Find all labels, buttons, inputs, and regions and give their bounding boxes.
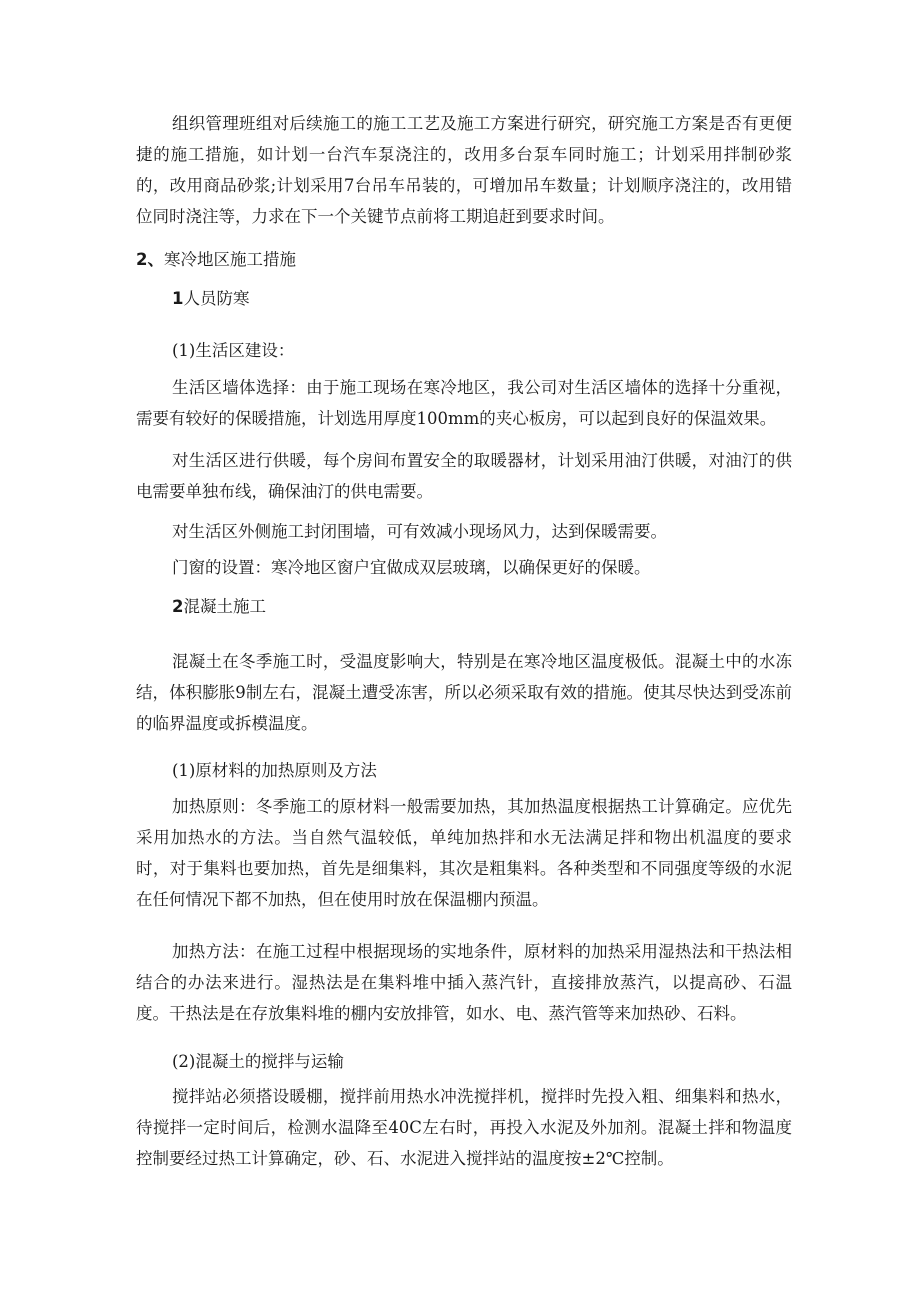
section-title: 寒冷地区施工措施 [163, 250, 296, 269]
paragraph-concrete-intro: 混凝土在冬季施工时，受温度影响大，特别是在寒冷地区温度极低。混凝土中的水冻结，体积膨胀9制左右，混凝土遭受冻害，所以必须采取有效的措施。使其尽快达到受冻前的临界温度或拆模温度。 [136, 652, 792, 733]
paragraph-heating: 对生活区进行供暖，每个房间布置安全的取暖器材，计划采用油汀供暖，对油汀的供电需要单独布线，确保油汀的供电需要。 [136, 451, 792, 501]
item-heading-living-area: (1)生活区建设： [172, 341, 295, 360]
paragraph-mixing-station: 搅拌站必须搭设暖棚，搅拌前用热水冲洗搅拌机，搅拌时先投入粗、细集料和热水，待搅拌一定时间后，检测水温降至40C左右时，再投入水泥及外加剂。混凝土拌和物温度控制要经过热工计算确定，砂、石、水泥进入搅拌站的温度按±2℃控制。 [136, 1087, 792, 1168]
paragraph-fence: 对生活区外侧施工封闭围墙，可有效减小现场风力，达到保暖需要。 [172, 522, 667, 541]
item-heading-mixing-transport: (2)混凝土的搅拌与运输 [172, 1052, 344, 1071]
subsection-number: 2 [172, 597, 184, 616]
subsection-title: 混凝土施工 [183, 597, 266, 616]
item-heading-raw-material-heating: (1)原材料的加热原则及方法 [172, 761, 377, 780]
subsection-title: 人员防寒 [183, 289, 250, 308]
paragraph-heating-principle: 加热原则：冬季施工的原材料一般需要加热，其加热温度根据热工计算确定。应优先采用加热水的方法。当自然气温较低，单纯加热拌和水无法满足拌和物出机温度的要求时，对于集料也要加热，首先是细集料，其次是粗集料。各种类型和不同强度等级的水泥在任何情况下都不加热，但在使用时放在保温棚内预温。 [136, 797, 792, 909]
paragraph-heating-method: 加热方法：在施工过程中根据现场的实地条件，原材料的加热采用湿热法和干热法相结合的办法来进行。湿热法是在集料堆中插入蒸汽针，直接排放蒸汽，以提高砂、石温度。干热法是在存放集料堆的棚内安放排管，如水、电、蒸汽管等来加热砂、石料。 [136, 942, 792, 1023]
paragraph-wall-selection: 生活区墙体选择：由于施工现场在寒冷地区，我公司对生活区墙体的选择十分重视，需要有较好的保暖措施，计划选用厚度100mm的夹心板房，可以起到良好的保温效果。 [136, 378, 792, 428]
section-number: 2、 [136, 250, 164, 269]
subsection-heading-personnel [172, 283, 249, 314]
section-heading-cold-region [136, 244, 296, 275]
subsection-heading-concrete [172, 591, 266, 622]
paragraph-schedule-recovery: 组织管理班组对后续施工的施工工艺及施工方案进行研究，研究施工方案是否有更便捷的施工措施，如计划一台汽车泵浇注的，改用多台泵车同时施工；计划采用拌制砂浆的，改用商品砂浆;计划采用7台吊车吊装的，可增加吊车数量；计划顺序浇注的，改用错位同时浇注等，力求在下一个关键节点前将工期追赶到要求时间。 [136, 114, 792, 226]
paragraph-windows: 门窗的设置：寒冷地区窗户宜做成双层玻璃，以确保更好的保暖。 [172, 558, 651, 577]
subsection-number: 1 [172, 289, 184, 308]
